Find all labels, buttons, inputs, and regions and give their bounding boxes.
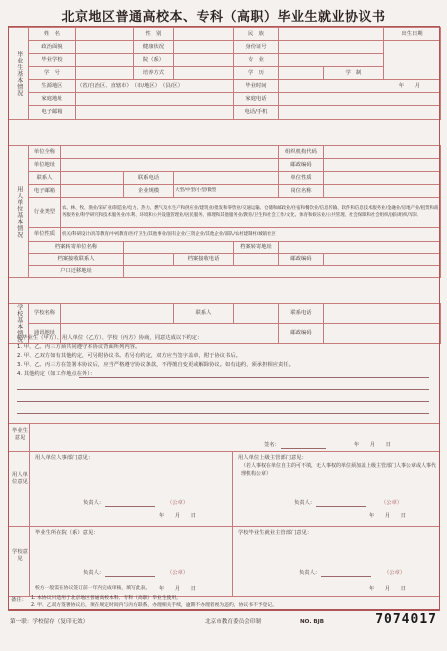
industry-label: 行业类型 — [29, 198, 61, 228]
grad-sign-label: 签名： — [264, 442, 280, 448]
origin-label: 生源地区 — [29, 80, 76, 93]
gender-label: 性 别 — [134, 28, 174, 41]
contact-label: 联系人 — [29, 172, 61, 185]
form-border — [8, 26, 440, 610]
office-seal: （公章） — [384, 570, 406, 576]
nature-options[interactable]: 机关/科研设计/高等教育/中初教育/医疗卫生/其他事业/国有企业/三资企业/其他企业/部队/农村建制村/城镇社区 — [61, 228, 441, 242]
serial-number: 7074017 — [375, 612, 437, 627]
ethnicity-label: 民 族 — [234, 28, 279, 41]
major-label: 专 业 — [234, 54, 279, 67]
size-label: 企业规模 — [124, 185, 174, 198]
dept-label: 院（系） — [134, 54, 174, 67]
health-label: 健康状况 — [134, 41, 174, 54]
unit-date[interactable]: 年 月 日 — [159, 513, 197, 519]
notes-line-1: 1. 本协议只适用于北京地区普通高校本科、专科（高职）毕业生使用。 — [31, 596, 182, 601]
school-opinion-label: 学校意见 — [12, 549, 28, 562]
dept-person-label: 负责人： — [83, 570, 105, 576]
school-name-label: 学校名称 — [29, 304, 61, 324]
size-options[interactable]: 大型/中型/小型/微型 — [174, 185, 279, 198]
archive-unit-label: 档案转寄单位名称 — [29, 242, 124, 254]
org-code-label: 组织机构代码 — [279, 146, 324, 159]
agreement-line-5: 4. 其他约定（如工作地点在外）： — [17, 371, 96, 377]
dept-opinion-head: 毕业生所在院（系）意见： — [35, 530, 99, 536]
birth-label: 出生日期 — [384, 28, 441, 41]
notes-label: 备注： — [11, 597, 27, 603]
dept-date[interactable]: 年 月 日 — [159, 586, 197, 592]
unit-addr-label: 单位地址 — [29, 159, 61, 172]
id-label: 身份证号 — [234, 41, 279, 54]
length-label: 学 制 — [324, 67, 384, 80]
grad-date-field[interactable]: 年 月 — [279, 80, 441, 93]
office-date[interactable]: 年 月 日 — [369, 586, 407, 592]
agreement-line-2: 1. 甲、乙、丙三方须共同遵守本协议背面所列内容。 — [17, 344, 141, 350]
unit-superior-opinion-head: 用人单位上级主管部门意见： — [238, 455, 307, 461]
employer-side-label: 用人单位基本情况 — [9, 146, 29, 278]
school-contact-label: 联系人 — [174, 304, 234, 324]
school-tel-label: 联系电话 — [279, 304, 324, 324]
home-tel-label: 家庭电话 — [234, 93, 279, 106]
unit-type-label: 单位性质 — [279, 172, 324, 185]
home-addr-label: 家庭地址 — [29, 93, 76, 106]
footer-no-label: NO. BJB — [300, 619, 324, 625]
unit-seal: （公章） — [167, 500, 189, 506]
email-label: 电子邮箱 — [29, 106, 76, 120]
hukou-addr-label: 户口迁移地址 — [29, 266, 124, 278]
footer-copy-label: 第一联：学校留存（复印无效） — [10, 619, 89, 625]
archive-zip-label: 邮政编码 — [279, 254, 324, 266]
superior-seal: （公章） — [381, 500, 403, 506]
political-label: 政治面貌 — [29, 41, 76, 54]
unit-superior-note: （若人事权在单位自主的可不填，无人事权的单位须加盖上级主管部门人事公章或人事代理机构公章） — [241, 463, 437, 477]
school-label: 毕业学校 — [29, 54, 76, 67]
school-addr-label: 通讯地址 — [29, 324, 61, 344]
industry-options[interactable]: 农、林、牧、渔业/采矿业/制造业/电力、热力、燃气及水生产和供应业/建筑业/批发和零售业/交通运输、仓储和邮政业/住宿和餐饮业/信息传输、软件和信息技术服务业/金融业/房地产业/租赁和商务服务业/科学研究和技术服务业/水利、环境和公共设施管理业/居民服务、修理和其他服务业/教育/卫生和社会工作/文化、体育和娱乐业/公共管理、社会保障和社会组织/国际组织/军队 — [61, 198, 441, 228]
origin-field[interactable]: （省/自治区、直辖市） （市/地区） （县/区） — [76, 80, 234, 93]
office-person-label: 负责人： — [299, 570, 321, 576]
degree-label: 学 历 — [234, 67, 279, 80]
agreement-line-4: 3. 甲、乙、丙三方在签署本协议后，应当严格遵守协议条款，不得擅自变更或解除协议。如有违约，须承担相应责任。 — [17, 362, 294, 368]
employment-office-opinion-head: 学校毕业生就业主管部门意见： — [238, 530, 313, 536]
post-label: 岗位名称 — [279, 185, 324, 198]
unit-person-label: 负责人： — [83, 500, 105, 506]
grad-opinion-label: 毕业生意见 — [12, 428, 28, 441]
agreement-line-1: 经毕业生（甲方）、用人单位（乙方）、学校（丙方）协商，同意达成以下约定： — [17, 335, 203, 341]
phone-label: 电话/手机 — [234, 106, 279, 120]
dept-seal: （公章） — [167, 570, 189, 576]
unit-hr-opinion-head: 用人单位人事部门意见： — [35, 455, 94, 461]
document-title: 北京地区普通高校本、专科（高职）毕业生就业协议书 — [61, 10, 386, 25]
nature-label: 单位性质 — [29, 228, 61, 242]
training-label: 培养方式 — [134, 67, 174, 80]
unit-opinion-label: 用人单位意见 — [12, 472, 28, 485]
archive-contact-label: 档案接收联系人 — [29, 254, 124, 266]
footer-publisher: 北京市教育委员会印制 — [205, 619, 261, 625]
grad-date-label: 毕业时间 — [234, 80, 279, 93]
archive-addr-label: 档案转寄地址 — [234, 242, 279, 254]
school-side-label: 学校基本情况 — [9, 304, 29, 344]
student-side-label: 毕业生基本情况 — [9, 28, 29, 120]
unit-zip-label: 邮政编码 — [279, 159, 324, 172]
school-zip-label: 邮政编码 — [279, 324, 324, 344]
name-label: 姓 名 — [29, 28, 76, 41]
superior-person-label: 负责人： — [294, 500, 316, 506]
employer-email-label: 电子邮箱 — [29, 185, 61, 198]
notes-line-2: 2. 甲、乙双方签署协议后，须在规定时间内与丙方联系，办理相关手续，逾期不办理者视为违约，协议书不予登记。 — [31, 603, 277, 608]
archive-tel-label: 档案接收电话 — [174, 254, 234, 266]
dept-note: 校方一般需在协议签订前一年内完成审核，填写此表。 — [35, 586, 151, 591]
unit-name-label: 单位全称 — [29, 146, 61, 159]
student-no-label: 学 号 — [29, 67, 76, 80]
grad-date[interactable]: 年 月 日 — [354, 442, 392, 448]
contact-tel-label: 联系电话 — [124, 172, 174, 185]
superior-date[interactable]: 年 月 日 — [369, 513, 407, 519]
agreement-line-3: 2. 甲、乙双方如有其他约定，可另附协议书。若另有约定，双方应当签字盖章，附于协议书后。 — [17, 353, 241, 359]
